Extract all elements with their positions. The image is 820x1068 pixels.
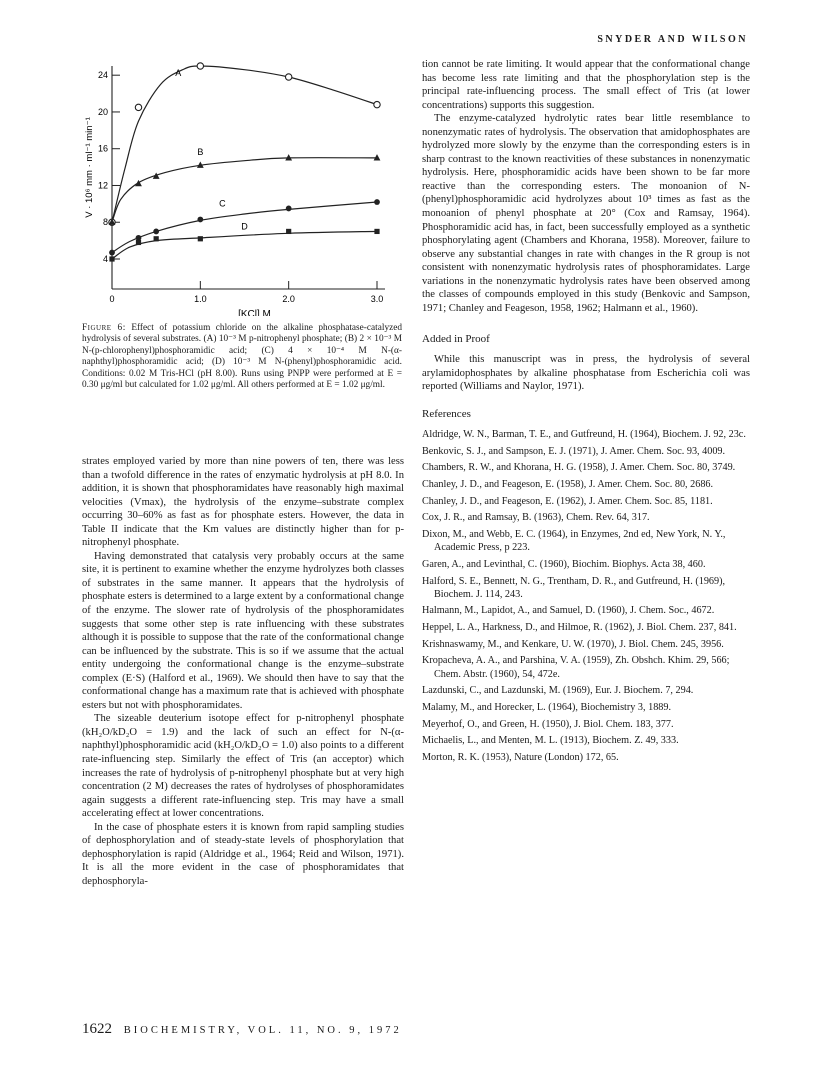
y-tick-label: 16: [97, 143, 108, 154]
reference-item: Lazdunski, C., and Lazdunski, M. (1969), Eur. J. Biochem. 7, 294.: [422, 685, 694, 697]
series-label-a: A: [175, 68, 182, 79]
running-head: SNYDER AND WILSON: [597, 34, 748, 45]
x-tick-label: 0: [109, 294, 115, 304]
x-tick-label: 3.0: [370, 294, 384, 304]
body-paragraph: The sizeable deuterium isotope effect for p-nitrophenyl phosphate (kH₂O/kD₂O = 1.9) and the lack of such an effect for N-(α-naphthyl)phosphoramidic acid (kH₂O/kD₂O = 1.0) also points to a different rate-influencing step. Similarly the effect of Tris (an acceptor) which increases the rate of hydrolysis of p-nitrophenyl phosphate but at very high concentration (2 M) decreases the rates of hydrolyses of phosphoramidates again suggests a different rate-influencing step. Tris may have a small accelerating effect at lower concentrations.: [82, 713, 404, 820]
reference-item: Cox, J. R., and Ramsay, B. (1963), Chem. Rev. 64, 317.: [422, 512, 650, 524]
left-column: [82, 455, 404, 889]
added-in-proof-text: While this manuscript was in press, the hydrolysis of several arylamidophosphates by alkaline phosphatase from Escherichia coli was reported (Williams and Naylor, 1971).: [422, 354, 750, 393]
data-point-a: [374, 101, 380, 107]
reference-item: Benkovic, S. J., and Sampson, E. J. (1971), J. Amer. Chem. Soc. 93, 4009.: [422, 445, 726, 457]
added-in-proof-heading: Added in Proof: [422, 333, 490, 346]
data-point-c: [153, 229, 159, 235]
references-heading: References: [422, 408, 471, 421]
body-paragraph: tion cannot be rate limiting. It would appear that the conformational change has become less rate limiting and that the phosphorylation step is the principal rate-influencing process. The small effect of Tris (at lower concentrations) supports this suggestion.: [422, 59, 750, 111]
data-point-c: [286, 206, 292, 212]
figure-caption: [82, 323, 402, 391]
reference-item: Aldridge, W. N., Barman, T. E., and Gutfreund, H. (1964), Biochem. J. 92, 23c.: [422, 429, 746, 441]
journal-citation: BIOCHEMISTRY, VOL. 11, NO. 9, 1972: [123, 1025, 402, 1036]
reference-item: Halmann, M., Lapidot, A., and Samuel, D. (1960), J. Chem. Soc., 4672.: [422, 605, 715, 617]
body-paragraph: strates employed varied by more than nine powers of ten, there was less than a twofold difference in the rates of enzymatic hydrolysis at pH 8.0. In addition, it is shown that phosphoramidates have reasonably high maximal velocities (Vmax), the hydrolysis of the enzyme–substrate complex occurring 30–60% as fast as for phosphate esters. However, the data in Table II indicate that the Km values are distinctly higher than for p-nitrophenyl phosphate.: [82, 456, 404, 549]
y-tick-label: 12: [97, 180, 108, 191]
data-point-d: [109, 256, 114, 261]
y-tick-label: 8: [102, 217, 108, 228]
reference-item: Dixon, M., and Webb, E. C. (1964), in Enzymes, 2nd ed, New York, N. Y., Academic Press, p 223.: [422, 529, 726, 554]
reference-item: Morton, R. K. (1953), Nature (London) 172, 65.: [422, 752, 619, 763]
data-point-d: [198, 236, 203, 241]
curve-b: [112, 158, 377, 223]
y-tick-label: 4: [102, 254, 108, 264]
data-point-c: [109, 250, 115, 256]
y-tick-label: 20: [97, 106, 108, 117]
figure-label: Figure 6:: [82, 323, 126, 333]
page-number: 1622: [82, 1021, 112, 1037]
data-point-d: [286, 229, 291, 234]
reference-item: Chambers, R. W., and Khorana, H. G. (1958), J. Amer. Chem. Soc. 80, 3749.: [422, 462, 736, 474]
curve-d: [112, 231, 377, 259]
data-point-c: [197, 217, 203, 223]
data-point-a: [285, 74, 291, 80]
data-point-a: [135, 104, 141, 110]
series-label-b: B: [197, 147, 204, 158]
x-tick-label: 1.0: [194, 294, 207, 304]
x-axis-label: [KCl] M: [238, 309, 271, 316]
reference-item: Meyerhof, O., and Green, H. (1950), J. Biol. Chem. 183, 377.: [422, 718, 674, 730]
body-paragraph: Having demonstrated that catalysis very probably occurs at the same site, it is pertinent to examine whether the enzyme hydrolyzes both classes of substrates in the same manner. It appears that the hydrolysis of phosphate esters is determined to a large extent by a conformational change of the enzyme. The slower rate of hydrolysis of the phosphoramidates suggests that some other step is rate influencing with these substrates although it is possible to suppose that the rate of the conformational change can be influenced by the substrate. This is so if we assume that the actual entity undergoing the conformational change is the enzyme–substrate complex (E·S) (Halford et al., 1969). We should then have to say that the conformational change has a maximum rate that is achieved with phosphate esters but not with phosphoramidates.: [82, 550, 404, 711]
right-column: [422, 58, 750, 768]
data-point-c: [374, 199, 380, 205]
reference-item: Heppel, L. A., Harkness, D., and Hilmoe, R. (1962), J. Biol. Chem. 237, 841.: [422, 622, 737, 634]
series-label-c: C: [219, 198, 226, 209]
x-tick-label: 2.0: [282, 294, 295, 304]
page-footer: [82, 1021, 402, 1038]
kcl-effect-chart: [82, 56, 404, 316]
body-paragraph: The enzyme-catalyzed hydrolytic rates bear little resemblance to nonenzymatic rates of hydrolysis. The observation that amidophosphates are hydrolyzed more slowly by the enzyme than the corresponding esters is in sharp contrast to the known reactivities of these substances in nonenzymatic hydrolysis. Here, phosphoramidic acids have been shown to be far more reactive than the corresponding esters. The monoanion of N-(phenyl)phosphoramidic acid hydrolyzes about 10³ times as fast as the monoanion of phenyl phosphate at 20° (Cox and Ramsay, 1964). Phosphoramidic acid has, in fact, been successfully employed as a synthetic phosphorylating agent (Chambers and Khorana, 1958). Moreover, failure to observe any substantial changes in rate with changes in the R group is not consistent with nonenzymatic hydrolysis rates of phosphoramidates. Large variations in the nonenzymatic hydrolysis rates have been observed among the classes of compounds employed in this study (Benkovic and Sampson, 1971; Chanley and Feageson, 1958, 1962; Halmann et al., 1960).: [422, 113, 750, 314]
curve-a: [112, 66, 377, 222]
reference-item: Garen, A., and Levinthal, C. (1960), Biochim. Biophys. Acta 38, 460.: [422, 558, 706, 570]
y-axis-label: V · 10⁶ mm · ml⁻¹ min⁻¹: [84, 117, 95, 218]
reference-item: Michaelis, L., and Menten, M. L. (1913), Biochem. Z. 49, 333.: [422, 735, 679, 747]
reference-item: Malamy, M., and Horecker, L. (1964), Biochemistry 3, 1889.: [422, 701, 672, 713]
reference-item: Kropacheva, A. A., and Parshina, V. A. (1959), Zh. Obshch. Khim. 29, 566; Chem. Abstr. (1960), 54, 472e.: [422, 655, 730, 680]
reference-item: Krishnaswamy, M., and Kenkare, U. W. (1970), J. Biol. Chem. 245, 3956.: [422, 638, 724, 650]
figure-6: [82, 56, 404, 316]
reference-list: [422, 428, 750, 764]
series-label-d: D: [241, 221, 248, 232]
data-point-a: [197, 63, 203, 69]
reference-item: Halford, S. E., Bennett, N. G., Trentham, D. R., and Gutfreund, H. (1969), Biochem. J. 114, 243.: [422, 575, 726, 600]
y-tick-label: 24: [97, 70, 108, 81]
data-point-d: [374, 229, 379, 234]
data-point-d: [136, 240, 141, 245]
data-point-d: [154, 236, 159, 241]
figure-caption-text: Effect of potassium chloride on the alkaline phosphatase-catalyzed hydrolysis of several substrates. (A) 10⁻³ M p-nitrophenyl phosphate; (B) 2 × 10⁻³ M N-(p-chlorophenyl)phosphoramidic acid; (C) 4 × 10⁻⁴ M N-(α-naphthyl)phosphoramidic acid; (D) 10⁻³ M N-(phenyl)phosphoramidic acid. Conditions: 0.02 M Tris-HCl (pH 8.00). Runs using PNPP were performed at E = 0.30 μg/ml but calculated for 1.02 μg/ml. All others performed at E = 1.02 μg/ml.: [82, 323, 402, 391]
body-paragraph: In the case of phosphate esters it is known from rapid sampling studies of dephosphorylation and of steady-state levels of phosphorylation that dephosphorylation is rapid (Aldridge et al., 1964; Reid and Wilson, 1971). It is all the more evident in the case of phosphoramidates that dephosphoryla-: [82, 821, 404, 887]
reference-item: Chanley, J. D., and Feageson, E. (1962), J. Amer. Chem. Soc. 85, 1181.: [422, 495, 713, 507]
reference-item: Chanley, J. D., and Feageson, E. (1958), J. Amer. Chem. Soc. 80, 2686.: [422, 479, 714, 491]
